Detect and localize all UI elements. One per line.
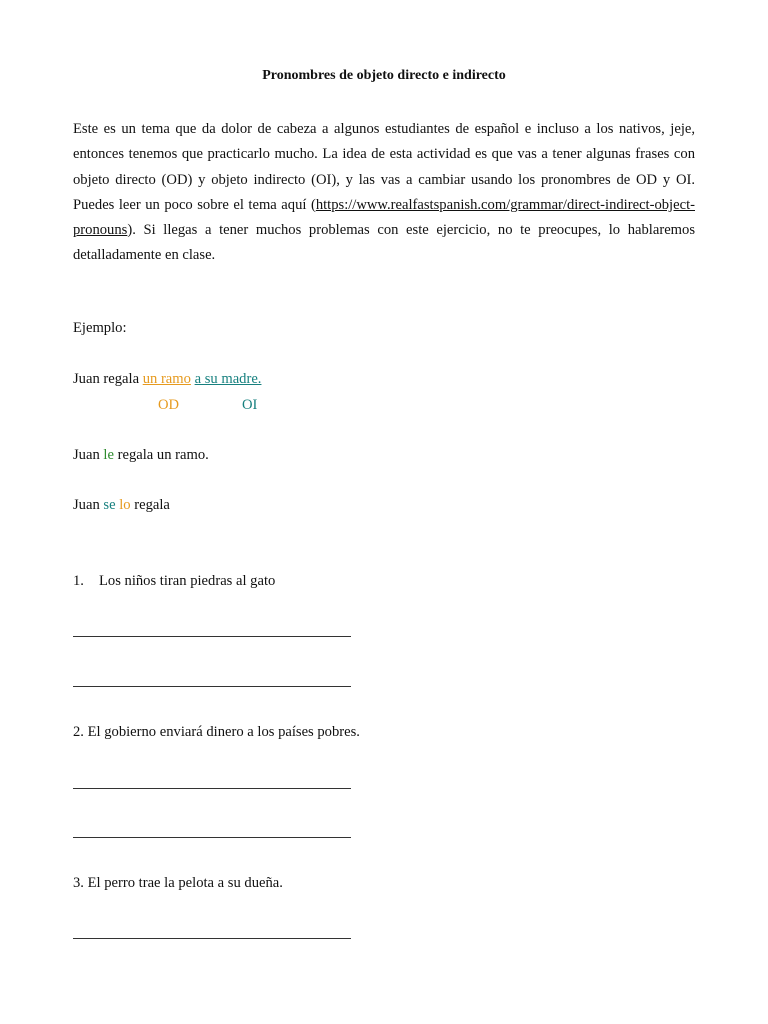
exercise-2 bbox=[73, 724, 360, 741]
example-indirect-pronoun-sentence bbox=[73, 447, 209, 464]
exercise-1-answer-line-1[interactable] bbox=[73, 636, 351, 637]
exercise-2-text: El gobierno enviará dinero a los países pobres. bbox=[87, 724, 360, 740]
exercise-1-number: 1. bbox=[73, 573, 84, 589]
exercise-2-answer-line-2[interactable] bbox=[73, 837, 351, 838]
exercise-2-answer-line-1[interactable] bbox=[73, 788, 351, 789]
le-pronoun: le bbox=[103, 447, 114, 463]
line3-start: Juan bbox=[73, 497, 104, 513]
intro-paragraph bbox=[73, 117, 695, 269]
exercise-3-number: 3. bbox=[73, 875, 84, 891]
example-sentence-start: Juan regala bbox=[73, 371, 143, 387]
se-pronoun: se bbox=[103, 497, 116, 513]
intro-text-after-link: ). Si llegas a tener muchos problemas con este ejercicio, no te preocupes, lo hablaremos detalladamente en clase. bbox=[73, 222, 695, 264]
oi-phrase: a su madre. bbox=[194, 371, 262, 387]
example-heading: Ejemplo: bbox=[73, 320, 127, 336]
example-sentence bbox=[73, 371, 261, 388]
exercise-3 bbox=[73, 875, 283, 892]
exercise-3-answer-line-1[interactable] bbox=[73, 938, 351, 939]
oi-label: OI bbox=[242, 397, 258, 413]
line3-end: regala bbox=[130, 497, 170, 513]
lo-pronoun: lo bbox=[119, 497, 131, 513]
exercise-1 bbox=[73, 573, 275, 590]
od-phrase: un ramo bbox=[142, 371, 191, 387]
line2-end: regala un ramo. bbox=[113, 447, 209, 463]
exercise-1-text: Los niños tiran piedras al gato bbox=[99, 573, 276, 589]
exercise-2-number: 2. bbox=[73, 724, 84, 740]
reference-link[interactable]: https://www.realfastspanish.com/grammar/direct-indirect-object-pronouns bbox=[73, 196, 695, 239]
example-both-pronouns-sentence bbox=[73, 497, 170, 514]
exercise-3-text: El perro trae la pelota a su dueña. bbox=[87, 875, 283, 891]
exercise-1-answer-line-2[interactable] bbox=[73, 686, 351, 687]
od-label: OD bbox=[158, 397, 180, 413]
line2-start: Juan bbox=[73, 447, 104, 463]
page-title: Pronombres de objeto directo e indirecto bbox=[262, 68, 506, 83]
intro-text-before-link: Este es un tema que da dolor de cabeza a algunos estudiantes de español e incluso a los nativos, jeje, entonces tenemos que practicarlo mucho. La idea de esta actividad es que vas a tener algunas frases con objeto directo (OD) y objeto indirecto (OI), y las vas a cambiar usando los pronombres de OD y OI. Puedes leer un poco sobre el tema aquí ( bbox=[73, 121, 695, 213]
